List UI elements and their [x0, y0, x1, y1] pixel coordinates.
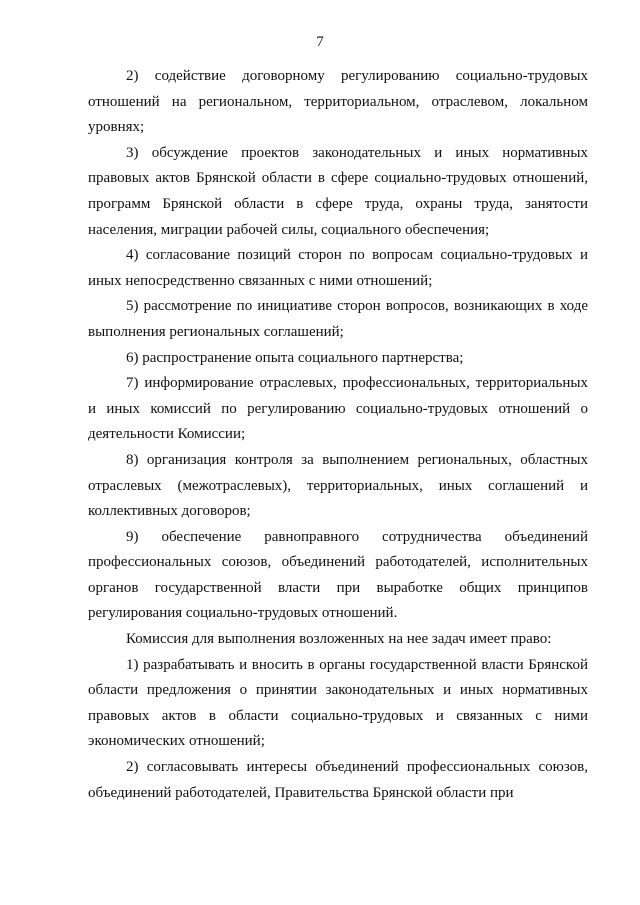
paragraph-item-2: 2) содействие договорному регулированию социально-трудовых отношений на региональном, территориальном, отраслевом, локальном уровнях; [88, 68, 588, 136]
paragraph-item-6: 6) распространение опыта социального партнерства; [126, 349, 464, 366]
paragraph-item-5: 5) рассмотрение по инициативе сторон вопросов, возникающих в ходе выполнения региональных соглашений; [88, 298, 588, 340]
paragraph-item-9: 9) обеспечение равноправного сотрудничества объединений профессиональных союзов, объединений работодателей, исполнительных органов государственной власти при выработке общих принципов регулирования социально-трудовых отношений. [88, 528, 588, 622]
paragraph-item-4: 4) согласование позиций сторон по вопросам социально-трудовых и иных непосредственно связанных с ними отношений; [88, 247, 588, 289]
paragraph-item-7: 7) информирование отраслевых, профессиональных, территориальных и иных комиссий по регулированию социально-трудовых отношений о деятельности Комиссии; [88, 375, 588, 443]
paragraph-item-3: 3) обсуждение проектов законодательных и иных нормативных правовых актов Брянской области в сфере социально-трудовых отношений, программ Брянской области в сфере труда, охраны труда, занятости населения, миграции рабочей силы, социального обеспечения; [88, 144, 588, 238]
page-number: 7 [316, 34, 324, 50]
paragraph-item-8: 8) организация контроля за выполнением региональных, областных отраслевых (межотраслевых), территориальных, иных соглашений и коллективных договоров; [88, 451, 588, 520]
rights-item-1: 1) разрабатывать и вносить в органы государственной власти Брянской области предложения о принятии законодательных и иных нормативных правовых актов в области социально-трудовых и связанных с ними экономических отношений; [88, 656, 588, 750]
rights-intro-paragraph: Комиссия для выполнения возложенных на нее задач имеет право: [126, 631, 552, 648]
rights-item-2: 2) согласовывать интересы объединений профессиональных союзов, объединений работодателей, Правительства Брянской области при [88, 759, 588, 801]
document-body [88, 64, 588, 806]
